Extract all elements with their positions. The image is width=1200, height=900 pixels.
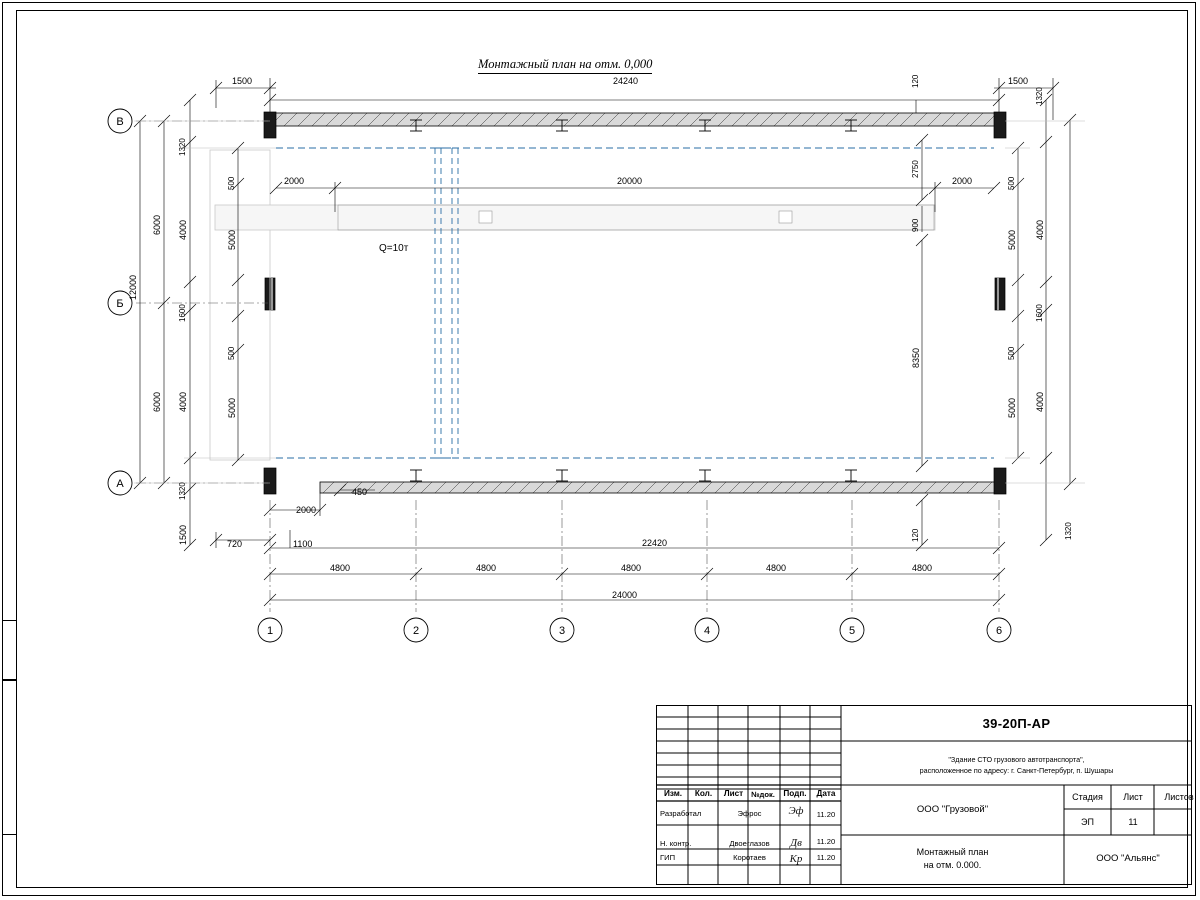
tb-row-role-1: Н. контр.	[660, 839, 692, 848]
dim-bottom-step-2: 4800	[476, 563, 497, 573]
dim-inner-right: 2000	[952, 176, 973, 186]
tb-row-date-0: 11.20	[816, 810, 836, 819]
dim-left-1320-top: 1320	[178, 138, 187, 156]
tb-doc-code: 39-20П-АР	[982, 716, 1051, 731]
tb-row-name-2: Коротаев	[733, 853, 766, 862]
dim-right-5000-b: 5000	[1007, 397, 1017, 418]
tb-row-date-1: 11.20	[816, 837, 836, 846]
dim-top-right-small: 120	[911, 74, 920, 88]
dim-left-1500-bottom: 1500	[178, 524, 188, 545]
dim-bottom-1100: 1100	[293, 539, 313, 549]
dim-right-8350: 8350	[911, 347, 921, 368]
dim-left-5000-a: 5000	[227, 229, 237, 250]
dim-left-1600: 1600	[178, 304, 187, 322]
tb-customer: ООО "Грузовой"	[916, 804, 989, 815]
tb-header-stadiya: Стадия	[1072, 792, 1103, 802]
svg-text:А: А	[116, 478, 124, 490]
tb-header-data: Дата	[816, 789, 836, 798]
dim-bottom-step-5: 4800	[912, 563, 933, 573]
dim-right-1320-bottom: 1320	[1064, 522, 1073, 540]
tb-header-list: Лист	[723, 789, 744, 798]
dim-right-5000-a: 5000	[1007, 229, 1017, 250]
tb-row-sign-2: Кр	[789, 853, 803, 865]
dim-bottom-overall: 24000	[612, 590, 638, 600]
tb-row-role-2: ГИП	[660, 853, 676, 862]
dim-left-4000-a: 4000	[178, 219, 188, 240]
tb-header-podp: Подп.	[783, 789, 807, 798]
svg-text:3: 3	[558, 625, 566, 637]
dim-right-500-a: 500	[1007, 176, 1016, 190]
dim-bottom-step-1: 4800	[330, 563, 351, 573]
dim-left-upper-6000: 6000	[152, 214, 162, 235]
dim-right-1600: 1600	[1035, 304, 1044, 322]
tb-object-line2: расположенное по адресу: г. Санкт-Петербург, п. Шушары	[919, 766, 1114, 775]
tb-row-role-0: Разработал	[660, 809, 702, 818]
dim-bottom-step-3: 4800	[621, 563, 642, 573]
dim-top-right-offset: 1500	[1008, 76, 1029, 86]
tb-object-line1: "Здание СТО грузового автотранспорта",	[948, 755, 1085, 764]
dim-left-5000-b: 5000	[227, 397, 237, 418]
dim-left-lower-6000: 6000	[152, 391, 162, 412]
crane-capacity-label: Q=10т	[379, 243, 409, 254]
dim-top-left-offset: 1500	[232, 76, 253, 86]
dim-right-4000-b: 4000	[1035, 391, 1045, 412]
tb-header-ndok: №док.	[751, 790, 775, 799]
dim-right-1320-top: 1320	[1035, 87, 1044, 105]
dim-left-4000-b: 4000	[178, 391, 188, 412]
tb-header-kol: Кол.	[694, 789, 713, 798]
dim-right-500-b: 500	[1007, 346, 1016, 360]
dim-bottom-720: 720	[227, 539, 243, 549]
dim-right-2750: 2750	[911, 160, 920, 178]
tb-header-listov: Листов	[1164, 792, 1194, 802]
svg-text:6: 6	[995, 625, 1003, 637]
title-block	[656, 705, 1192, 885]
dim-inner-span: 20000	[617, 176, 643, 186]
dim-bottom-450: 450	[352, 487, 368, 497]
dim-inner-left: 2000	[284, 176, 305, 186]
tb-row-sign-1: Дв	[790, 837, 802, 849]
tb-sheet-value: 11	[1128, 817, 1138, 827]
dim-right-900: 900	[911, 218, 920, 232]
tb-sheet-name-line1: Монтажный план	[916, 847, 989, 857]
dim-right-120: 120	[911, 528, 920, 542]
dim-left-total: 12000	[128, 274, 138, 300]
svg-text:5: 5	[848, 625, 856, 637]
svg-text:4: 4	[703, 625, 711, 637]
tb-organization: ООО "Альянс"	[1096, 853, 1160, 864]
tb-header-izm: Изм.	[663, 789, 683, 798]
svg-text:2: 2	[412, 625, 420, 637]
svg-text:1: 1	[266, 625, 274, 637]
svg-text:Б: Б	[116, 298, 124, 310]
dim-bottom-inner: 22420	[642, 538, 668, 548]
dim-right-4000-a: 4000	[1035, 219, 1045, 240]
tb-header-list-col: Лист	[1123, 792, 1143, 802]
dim-left-500-b: 500	[227, 346, 236, 360]
dim-bottom-2000: 2000	[296, 505, 317, 515]
tb-row-sign-0: Эф	[788, 805, 804, 817]
plan-title: Монтажный план на отм. 0,000	[478, 57, 652, 74]
svg-text:В: В	[116, 116, 124, 128]
dim-bottom-step-4: 4800	[766, 563, 787, 573]
dim-top-overall: 24240	[613, 76, 639, 86]
dim-left-500-a: 500	[227, 176, 236, 190]
tb-row-date-2: 11.20	[816, 853, 836, 862]
tb-row-name-1: Двоеглазов	[729, 839, 770, 848]
dim-left-1320-bottom: 1320	[178, 482, 187, 500]
tb-sheet-name-line2: на отм. 0.000.	[923, 860, 982, 870]
tb-row-name-0: Эфрос	[737, 809, 762, 818]
tb-stage-value: ЭП	[1081, 817, 1094, 827]
